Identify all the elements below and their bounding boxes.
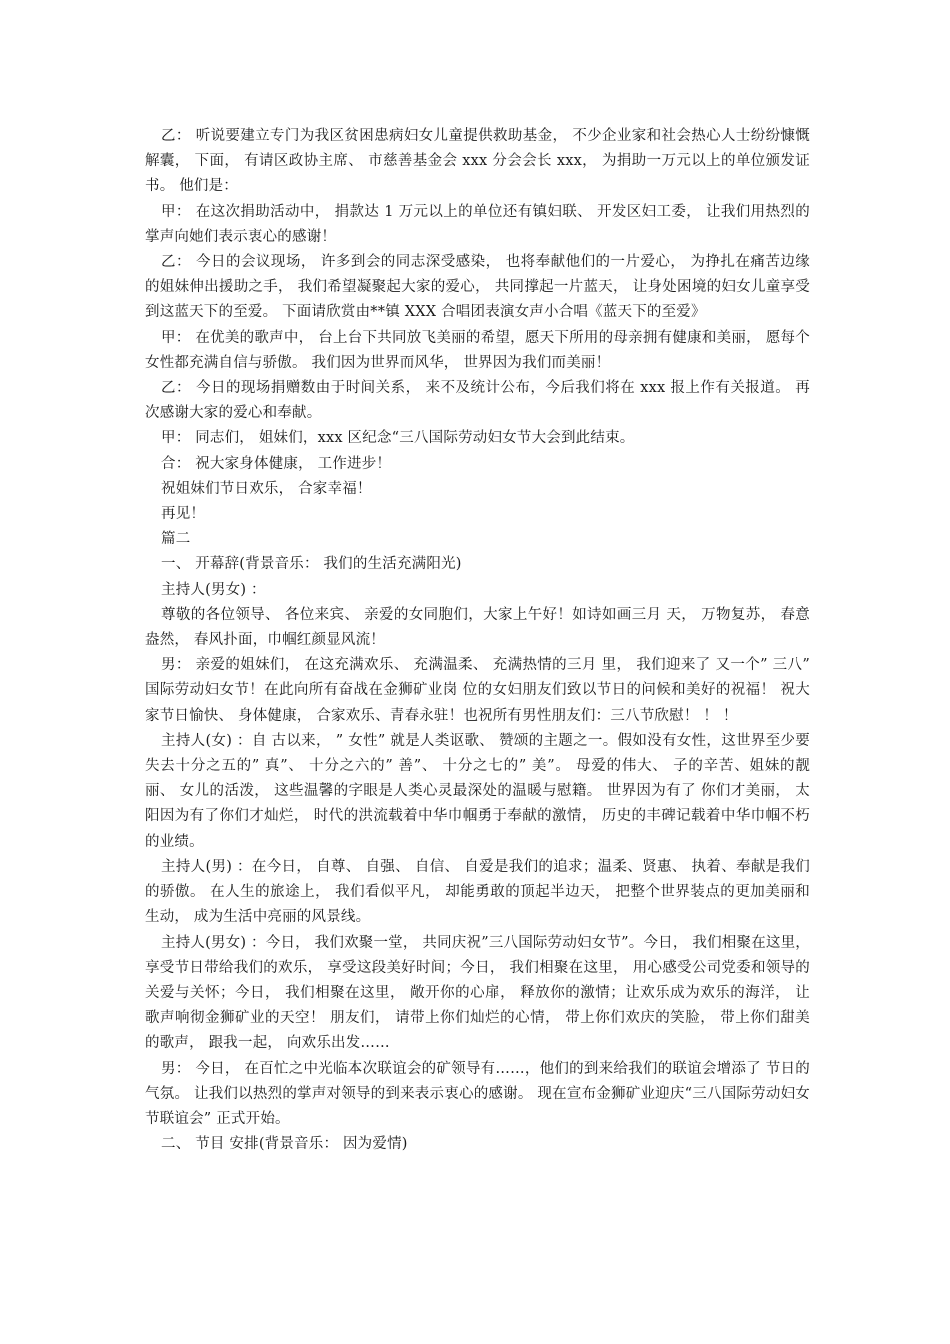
paragraph: 祝姐妹们节日欢乐， 合家幸福！ — [161, 480, 372, 497]
paragraph: 主持人(女) ：自 古以来， ” 女性” 就是人类讴歌、 赞颂的主题之一。假如没有女性，这世界至少要失去十分之五的” 真”、 十分之六的” 善”、 十分之七的” 美”。 母爱的伟大、 子的辛苦、姐妹的靓丽、 女儿的活泼， 这些温馨的字眼是人类心灵最深处的温暖与慰籍。 世界因为有了 你们才美丽， 太阳因为有了你们才灿烂， 时代的洪流载着中华巾帼勇于奉献的激情， 历史的丰碑记载着中华巾帼不朽的业绩。 — [145, 732, 810, 850]
paragraph: 甲： 在这次捐助活动中， 捐款达 1 万元以上的单位还有镇妇联、 开发区妇工委， 让我们用热烈的掌声向她们表示衷心的感谢！ — [145, 203, 810, 245]
paragraph: 男： 今日， 在百忙之中光临本次联谊会的矿领导有……，他们的到来给我们的联谊会增添了 节日的气氛。 让我们以热烈的掌声对领导的到来表示衷心的感谢。 现在宣布金狮矿业迎庆“三八国际劳动妇女节联谊会” 正式开始。 — [145, 1060, 810, 1127]
paragraph: 甲： 在优美的歌声中， 台上台下共同放飞美丽的希望，愿天下所用的母亲拥有健康和美丽， 愿每个女性都充满自信与骄傲。 我们因为世界而风华， 世界因为我们而美丽！ — [145, 329, 810, 371]
paragraph: 篇二 — [161, 531, 191, 548]
paragraph: 合： 祝大家身体健康， 工作进步！ — [161, 455, 392, 472]
paragraph: 主持人(男) ：在今日， 自尊、 自强、 自信、 自爱是我们的追求；温柔、贤惠、 执着、奉献是我们的骄傲。 在人生的旅途上， 我们看似平凡， 却能勇敢的顶起半边天， 把整个世界装点的更加美丽和生动， 成为生活中亮丽的风景线。 — [145, 858, 810, 926]
paragraph: 乙： 听说要建立专门为我区贫困患病妇女儿童提供救助基金， 不少企业家和社会热心人士纷纷慷慨解囊， 下面， 有请区政协主席、 市慈善基金会 xxx 分会会长 xxx， 为捐助一万元以上的单位颁发证书。 他们是： — [145, 128, 810, 195]
paragraph: 乙： 今日的会议现场， 许多到会的同志深受感染， 也将奉献他们的一片爱心， 为挣扎在痛苦边缘的姐妹伸出援助之手， 我们希望凝聚起大家的爱心， 共同撑起一片蓝天， 让身处困境的妇女儿童享受到这蓝天下的至爱。 下面请欣赏由**镇 XXX 合唱团表演女声小合唱《蓝天下的至爱》 — [145, 254, 810, 321]
paragraph: 主持人(男女) ：今日， 我们欢聚一堂， 共同庆祝”三八国际劳动妇女节”。今日， 我们相聚在这里， 享受节日带给我们的欢乐， 享受这段美好时间；今日， 我们相聚在这里， 用心感受公司党委和领导的关爱与关怀；今日， 我们相聚在这里， 敞开你的心扉， 释放你的激情；让欢乐成为欢乐的海洋， 让歌声响彻金狮矿业的天空！ 朋友们， 请带上你们灿烂的心情， 带上你们欢庆的笑脸， 带上你们甜美的歌声， 跟我一起， 向欢乐出发…… — [145, 934, 810, 1052]
paragraph: 男： 亲爱的姐妹们， 在这充满欢乐、 充满温柔、 充满热情的三月 里， 我们迎来了 又一个” 三八” 国际劳动妇女节！在此向所有奋战在金狮矿业岗 位的女妇朋友们致以节日的问候和美好的祝福！ 祝大家节日愉快、 身体健康， 合家欢乐、青春永驻！也祝所有男性朋友们：三八节欣慰！ ！ ！ — [145, 657, 810, 724]
paragraph: 乙： 今日的现场捐赠数由于时间关系， 来不及统计公布，今后我们将在 xxx 报上作有关报道。 再次感谢大家的爱心和奉献。 — [145, 380, 810, 422]
paragraph: 再见！ — [161, 506, 206, 523]
document-body — [145, 124, 810, 1157]
paragraph: 尊敬的各位领导、 各位来宾、 亲爱的女同胞们，大家上午好！如诗如画三月 天， 万物复苏， 春意盎然， 春风扑面，巾帼红颜显风流！ — [145, 606, 810, 649]
paragraph: 一、 开幕辞(背景音乐： 我们的生活充满阳光) — [161, 556, 462, 573]
paragraph: 主持人(男女) ： — [161, 581, 266, 598]
paragraph: 甲： 同志们， 姐妹们，xxx 区纪念“三八国际劳动妇女节大会到此结束。 — [161, 430, 635, 447]
paragraph: 二、 节目 安排(背景音乐： 因为爱情) — [161, 1136, 408, 1153]
